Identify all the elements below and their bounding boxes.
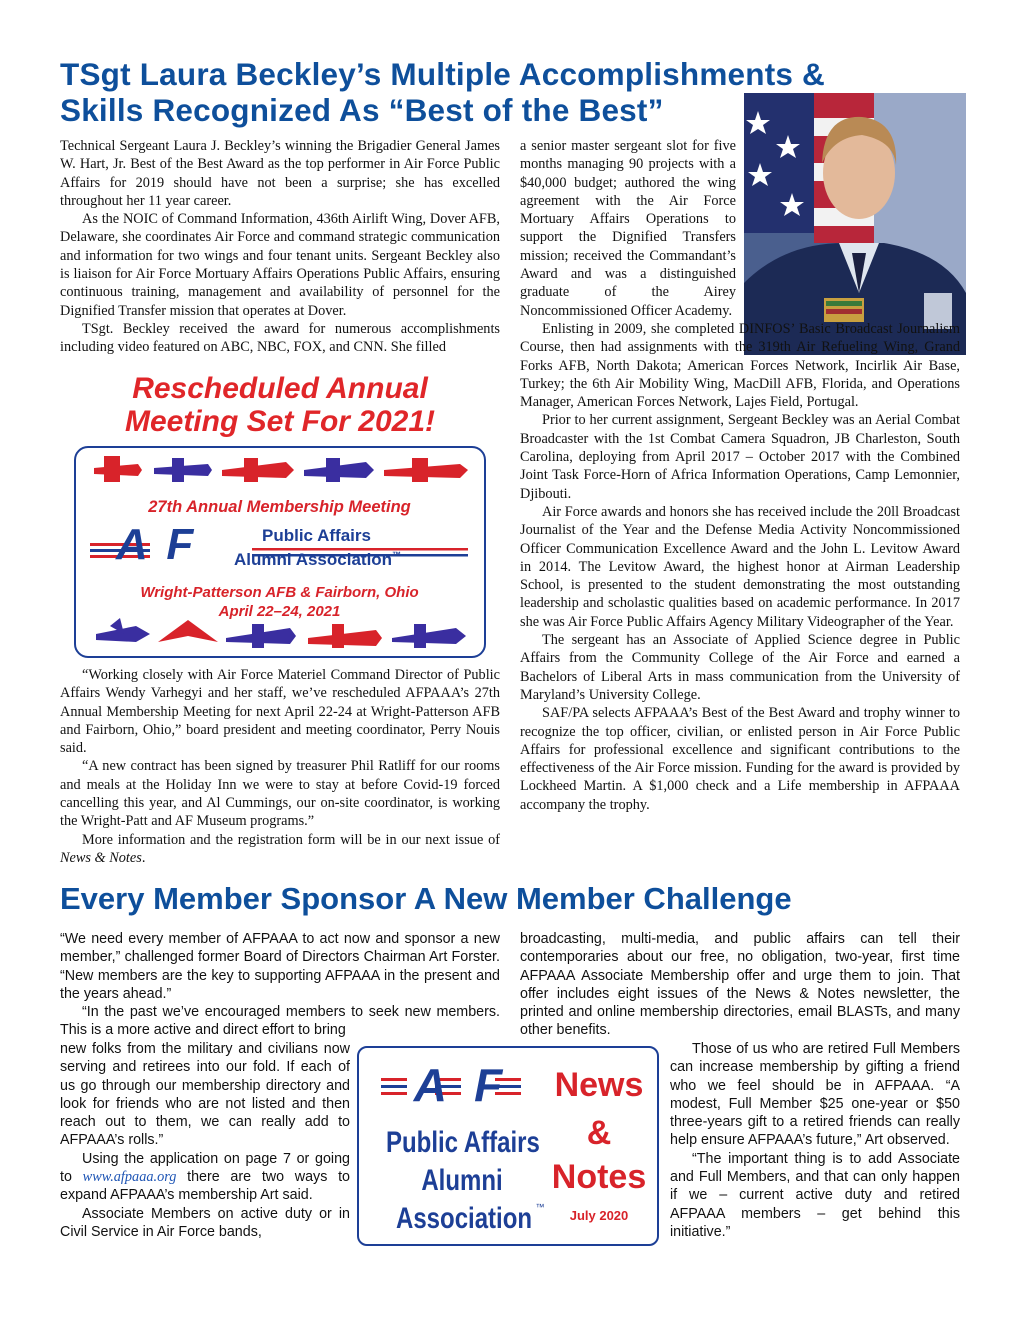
- website-link[interactable]: www.afpaaa.org: [82, 1169, 177, 1186]
- meeting-announcement-box: [74, 446, 486, 658]
- newsletter-logo-box: [357, 1046, 659, 1246]
- paragraph: Associate Members on active duty or in Civil Service in Air Force bands,: [60, 1205, 350, 1240]
- issue-date: July 2020: [569, 1208, 629, 1223]
- paragraph: “Working closely with Air Force Materiel Command Director of Public Affairs Wendy Varhegyi and her staff, we’ve rescheduled AFPAAA’s 27th Annual Membership Meeting for next April 22-24 at Wright-Patterson AFB and Fairborn, Ohio,” board president and meeting coordinator, Perry Nouis said.: [60, 667, 500, 757]
- paragraph: Air Force awards and honors she has received include the 20ll Broadcast Journalist of the Year and the Defense Media Activity Noncommissioned Officer Communication Excellence Award and the John L. Levitow Award in 2014. The Levitow Award, the highest honor at Airman Leadership School, is presented to the student demonstrating the most outstanding leadership and scholastic qualities based on academic performance. In 2017 she was Air Force Public Affairs Agency Military Videographer of the Year.: [520, 503, 960, 630]
- meeting-location: Wright-Patterson AFB & Fairborn, Ohio: [140, 584, 419, 601]
- paragraph: Prior to her current assignment, Sergeant Beckley was an Aerial Combat Broadcaster with the 1st Combat Camera Squadron, JB Charleston, South Carolina, deploying from April 2017 – October 2017 with the Combined Joint Task Force-Horn of Africa Information Operations, Camp Lemonnier, Djibouti.: [520, 412, 960, 502]
- paragraph: “We need every member of AFPAAA to act now and sponsor a new member,” challenged former Board of Directors Chairman Art Forster. “New members are the key to supporting AFPAAA in the present and the years ahead.”: [60, 931, 500, 1002]
- meeting-dates: April 22–24, 2021: [218, 603, 341, 620]
- article-title: Every Member Sponsor A New Member Challenge: [60, 881, 792, 916]
- org-name-line2-wrap: [234, 550, 401, 570]
- logo-news: News: [554, 1066, 644, 1104]
- trademark: ™: [535, 1202, 545, 1212]
- paragraph: The sergeant has an Associate of Applied Science degree in Public Affairs from the Community College of the Air Force and earned a Bachelors of Liberal Arts in mass communication from the University of Maryland’s University College.: [520, 632, 960, 703]
- logo-association-wrap: [367, 1202, 557, 1236]
- org-name-line2: Alumni Association: [234, 550, 393, 569]
- paragraph: More information and the registration form will be in our next issue of News & Notes.: [60, 831, 500, 866]
- paragraph: “A new contract has been signed by treasurer Phil Ratliff for our rooms and meals at the Holiday Inn we were to stay at before Covid-19 forced cancelling this year, and Al Cummings, our on-site coordinator, is working the Wright-Patt and AF Museum programs.”: [60, 758, 500, 830]
- paragraph: Enlisting in 2009, she completed DINFOS’ Basic Broadcast Journalism Course, then had assignments with the 319th Air Refueling Wing, Grand Forks AFB, North Dakota; American Forces Network, Incirlik Air Base, Turkey; the 6th Air Mobility Wing, MacDill AFB, Florida, and Operations Manager, American Forces Network, Lajes Field, Portugal.: [520, 320, 960, 411]
- plane-icon: [94, 456, 468, 482]
- logo-ampersand: &: [586, 1114, 612, 1152]
- article-column-right: [520, 137, 960, 814]
- meeting-headline: Rescheduled Annual Meeting Set For 2021!: [124, 372, 436, 438]
- paragraph: a senior master sergeant slot for five months managing 90 projects with a $40,000 budget; authored the wing agreement with the Air Force Mortuary Affairs Operations to support the Dignified Transfers mission; received the Commandant’s Award and was a distinguished graduate of the Airey Noncommissioned Officer Academy.: [520, 138, 736, 319]
- logo-notes: Notes: [551, 1158, 647, 1196]
- af-logo-letters: A F: [116, 520, 198, 569]
- paragraph: Those of us who are retired Full Members can increase membership by gifting a friend who we feel should be in AFPAAA. “A modest, Full Member $25 one-year or $50 three-years gift to a retired friends can really help ensure AFPAAA’s future,” Art observed.: [670, 1041, 960, 1149]
- article-column-left: [60, 930, 500, 1040]
- meeting-article: [60, 666, 500, 867]
- logo-association: Association: [396, 1202, 533, 1235]
- paragraph: Using the application on page 7 or going to www.afpaaa.org there are two ways to expand AFPAAA’s membership Art said.: [60, 1150, 350, 1204]
- article-column-left: [60, 137, 500, 357]
- paragraph: “The important thing is to add Associate and Full Members, and that can only happen if we – current active duty and retired AFPAAA members – get behind this initiative.”: [670, 1150, 960, 1240]
- newsletter-name: News & Notes: [60, 849, 142, 866]
- paragraph: SAF/PA selects AFPAAA’s Best of the Best Award and trophy winner to recognize the top officer, civilian, or enlisted person in Air Force Public Affairs for professional excellence and significant contributions to the effectiveness of the Air Force mission. Funding for the award is provided by Lockheed Martin. A $1,000 check and a Life membership in AFPAAA accompany the trophy.: [520, 705, 960, 813]
- logo-alumni: Alumni: [421, 1164, 503, 1197]
- jet-icon: [96, 618, 466, 648]
- trademark: ™: [392, 550, 402, 560]
- meeting-title: 27th Annual Membership Meeting: [148, 498, 411, 516]
- paragraph: As the NOIC of Command Information, 436th Airlift Wing, Dover AFB, Delaware, she coordinates Air Force and command strategic communication and information for two wings and four tenant units. Sergeant Beckley also is liaison for Air Force Mortuary Affairs Operations Public Affairs, ensuring continuous training, management and availability of personnel for the Dignified Transfer mission that operates at Dover.: [60, 211, 500, 319]
- org-name-line1: Public Affairs: [262, 526, 371, 545]
- article-column-left-narrow: [60, 1040, 350, 1241]
- af-logo-letters: A F: [413, 1059, 511, 1111]
- paragraph: Technical Sergeant Laura J. Beckley’s winning the Brigadier General James W. Hart, Jr. Best of the Best Award as the top performer in Air Force Public Affairs for 2019 should have not been a surprise; she has excelled throughout her 11 year career.: [60, 138, 500, 209]
- paragraph: “In the past we’ve encouraged members to seek new members. This is a more active and direct effort to bring: [60, 1004, 500, 1039]
- paragraph: broadcasting, multi-media, and public affairs can tell their contemporaries about our free, no obligation, two-year, first time AFPAAA Associate Membership offer and urge them to join. That offer includes eight issues of the News & Notes newsletter, the printed and online membership directories, email BLASTs, and many other benefits.: [520, 931, 960, 1039]
- paragraph: new folks from the military and civilians now serving and retirees into our fold. If each of us go through our membership directory and look for friends who are not listed and then reach out to them, we can really add to AFPAAA’s rolls.”: [60, 1041, 350, 1149]
- logo-public-affairs: Public Affairs: [386, 1126, 540, 1159]
- article-title: TSgt Laura Beckley’s Multiple Accomplishments & Skills Recognized As “Best of the Best”: [60, 56, 825, 128]
- article-column-right-narrow: [670, 1040, 960, 1241]
- article-column-right: [520, 930, 960, 1040]
- paragraph: TSgt. Beckley received the award for numerous accomplishments including video featured on ABC, NBC, FOX, and CNN. She filled: [60, 320, 500, 356]
